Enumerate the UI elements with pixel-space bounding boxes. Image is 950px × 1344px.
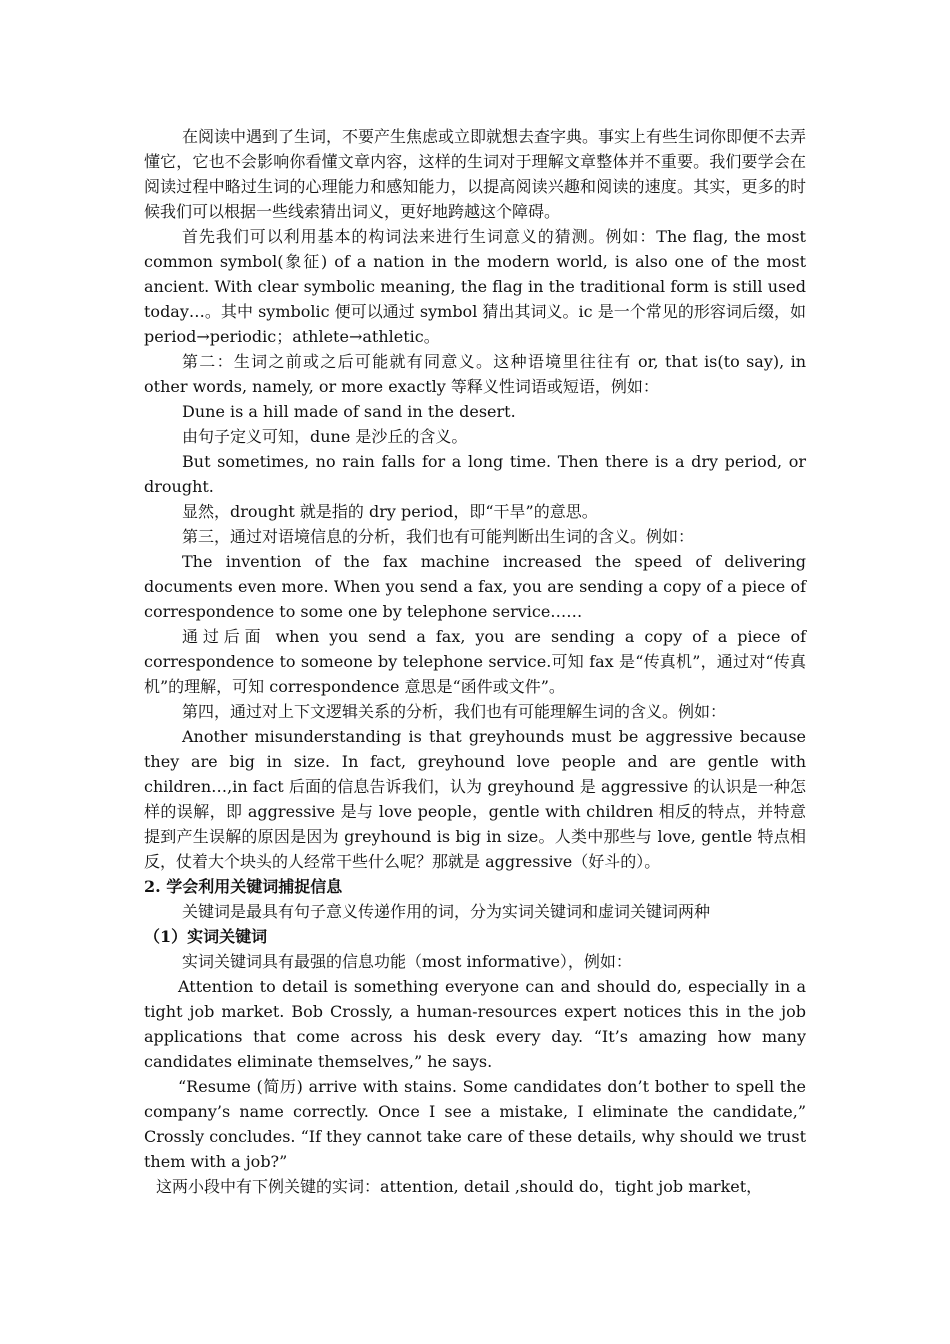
example-fax: The invention of the fax machine increased the speed of delivering documents even more. When you send a fax, you are sending a copy of a piece of correspondence to some one by telephone service…… [144,552,806,621]
paragraph-keyword-list: 这两小段中有下例关键的实词：attention, detail ,should do，tight job market， [156,1177,763,1196]
paragraph-intro: 在阅读中遇到了生词，不要产生焦虑或立即就想去查字典。事实上有些生词你即便不去弄懂它，它也不会影响你看懂文章内容，这样的生词对于理解文章整体并不重要。我们要学会在阅读过程中略过生词的心理能力和感知能力，以提高阅读兴趣和阅读的速度。其实，更多的时候我们可以根据一些线索猜出词义，更好地跨越这个障碍。 [144,127,807,221]
document-body [144,124,806,1199]
example-dune: Dune is a hill made of sand in the desert. [182,402,516,421]
section-heading-keywords: 2. 学会利用关键词捕捉信息 [144,877,343,896]
paragraph-word-formation: 首先我们可以利用基本的构词法来进行生词意义的猜测。例如：The flag, the most common symbol(象征) of a nation in the modern world, is also one of the most ancient. With clear symbolic meaning, the flag in the traditional form is still used today…。其中 symbolic 便可以通过 symbol 猜出其词义。ic 是一个常见的形容词后缀，如 period→periodic；athlete→athletic。 [144,227,806,346]
example-attention: Attention to detail is something everyone can and should do, especially in a tight job market. Bob Crossly, a human-resources expert notices this in the job applications that come across his desk every day. “It’s amazing how many candidates eliminate themselves,” he says. [144,977,806,1071]
explanation-drought: 显然，drought 就是指的 dry period，即“干旱”的意思。 [182,502,598,521]
paragraph-synonym: 第二：生词之前或之后可能就有同意义。这种语境里往往有 or, that is(to say), in other words, namely, or more exactly 等释义性词语或短语，例如： [144,352,806,396]
example-drought: But sometimes, no rain falls for a long time. Then there is a dry period, or drought. [144,452,806,496]
explanation-fax: 通过后面 when you send a fax, you are sending a copy of a piece of correspondence to someone by telephone service.可知 fax 是“传真机”，通过对“传真机”的理解，可知 correspondence 意思是“函件或文件”。 [144,627,806,696]
explanation-dune: 由句子定义可知，dune 是沙丘的含义。 [182,427,468,446]
subheading-content-words: （1）实词关键词 [144,927,268,946]
example-greyhound: Another misunderstanding is that greyhounds must be aggressive because they are big in size. In fact, greyhound love people and are gentle with children…,in fact 后面的信息告诉我们，认为 greyhound 是 aggressive 的认识是一种怎样的误解，即 aggressive 是与 love people，gentle with children 相反的特点，并特意提到产生误解的原因是因为 greyhound is big in size。人类中那些与 love, gentle 特点相反，仗着大个块头的人经常干些什么呢？那就是 aggressive（好斗的）。 [144,727,806,871]
paragraph-content-words: 实词关键词具有最强的信息功能（most informative），例如： [182,952,632,971]
paragraph-keywords: 关键词是最具有句子意义传递作用的词，分为实词关键词和虚词关键词两种 [182,902,711,921]
example-resume: “Resume (简历) arrive with stains. Some candidates don’t bother to spell the company’s name correctly. Once I see a mistake, I eliminate the candidate,” Crossly concludes. “If they cannot take care of these details, why should we trust them with a job?” [144,1077,806,1171]
paragraph-logic: 第四，通过对上下文逻辑关系的分析，我们也有可能理解生词的含义。例如： [182,702,727,721]
paragraph-context: 第三，通过对语境信息的分析，我们也有可能判断出生词的含义。例如： [182,527,695,546]
